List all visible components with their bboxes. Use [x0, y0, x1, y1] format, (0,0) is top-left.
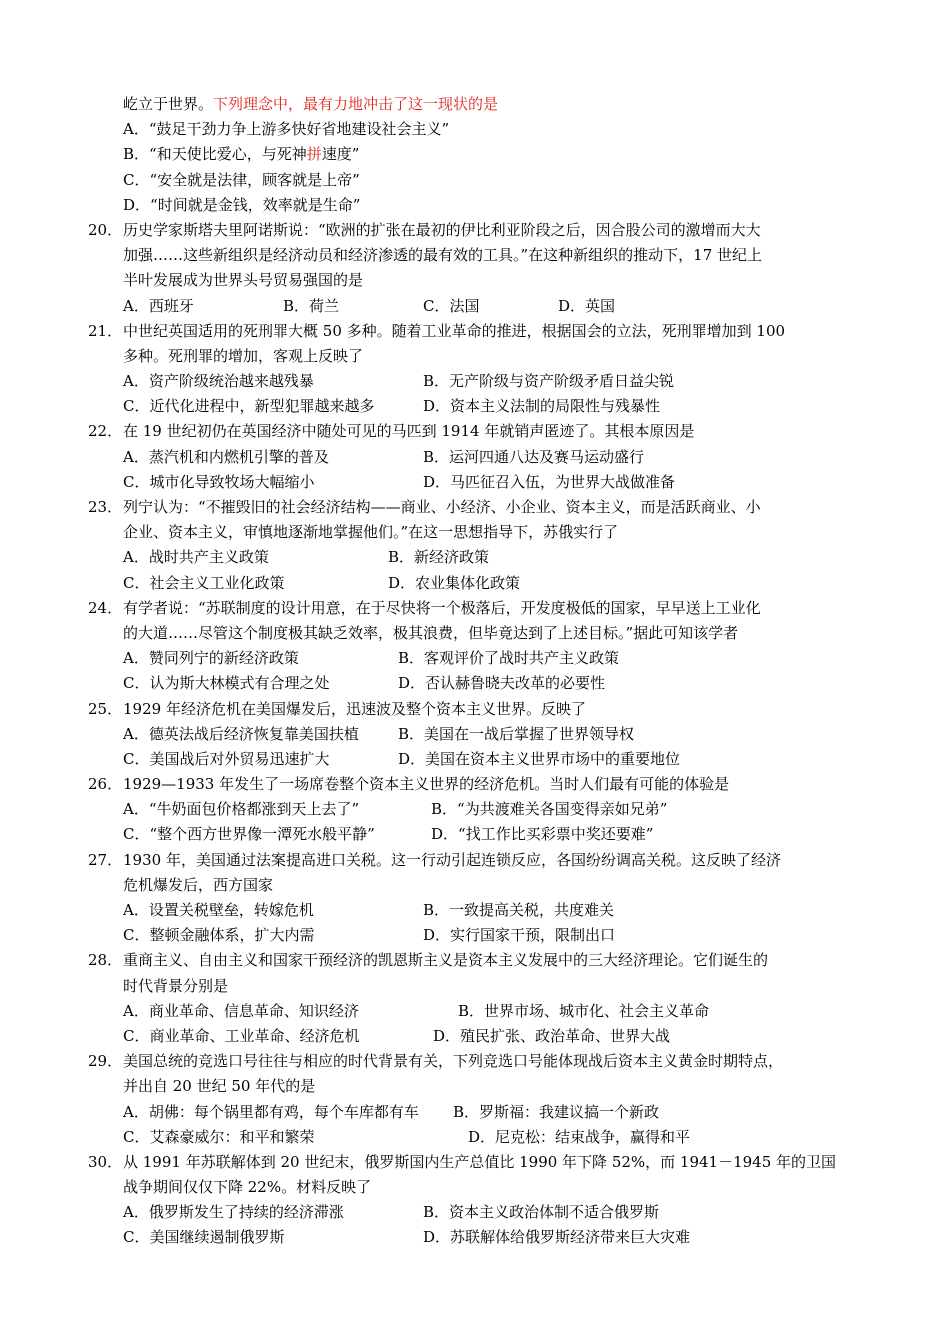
question-text: 从 1991 年苏联解体到 20 世纪末，俄罗斯国内生产总值比 1990 年下降 52%，而 1941－1945 年的卫国 [123, 1152, 837, 1171]
q20-stem-line2: 加强……这些新组织是经济动员和经济渗透的最有效的工具。”在这种新组织的推动下，17 世纪上 [123, 246, 763, 265]
question-text: 美国总统的竞选口号往往与相应的时代背景有关，下列竞选口号能体现战后资本主义黄金时期特点， [123, 1052, 784, 1071]
q25-options-ab [88, 722, 868, 747]
q28-option-a: A．商业革命、信息革命、知识经济 [123, 1001, 359, 1020]
question-number: 29． [88, 1052, 123, 1071]
q24-options-ab [88, 646, 868, 671]
q28-option-c: C．商业革命、工业革命、经济危机 [123, 1026, 360, 1045]
option-text: 速度” [321, 145, 360, 164]
q30-stem-line2: 战争期间仅仅下降 22%。材料反映了 [123, 1178, 372, 1197]
q25-options-cd [88, 747, 868, 772]
q24-option-c: C．认为斯大林模式有合理之处 [123, 674, 330, 693]
q26-option-c: C．“整个西方世界像一潭死水般平静” [123, 825, 375, 844]
q25-stem [88, 697, 868, 722]
q27-options-cd [88, 923, 868, 948]
q21-stem [88, 319, 868, 344]
q22-stem [88, 419, 868, 444]
q28-stem [88, 948, 868, 973]
q22-option-c: C．城市化导致牧场大幅缩小 [123, 472, 315, 491]
q27-stem-line2: 危机爆发后，西方国家 [123, 875, 274, 894]
q23-stem-line2: 企业、资本主义，审慎地逐渐地掌握他们。”在这一思想指导下，苏俄实行了 [123, 523, 619, 542]
q29-options-ab [88, 1100, 868, 1125]
q24-option-b: B．客观评价了战时共产主义政策 [398, 649, 620, 668]
q29-option-b: B．罗斯福：我建议搞一个新政 [453, 1102, 660, 1121]
q26-stem [88, 772, 868, 797]
question-number: 20． [88, 220, 123, 239]
question-text: 重商主义、自由主义和国家干预经济的凯恩斯主义是资本主义发展中的三大经济理论。它们诞生的 [123, 951, 769, 970]
question-text: 1930 年，美国通过法案提高进口关税。这一行动引起连锁反应，各国纷纷调高关税。这反映了经济 [123, 850, 781, 869]
q28-option-d: D．殖民扩张、政治革命、世界大战 [433, 1026, 671, 1045]
q25-option-c: C．美国战后对外贸易迅速扩大 [123, 749, 330, 768]
q21-stem-line2: 多种。死刑罪的增加，客观上反映了 [123, 346, 364, 365]
question-number: 23． [88, 498, 123, 516]
q19-option-b [88, 142, 868, 167]
exam-page [88, 92, 868, 1251]
q26-option-d: D．“找工作比买彩票中奖还要难” [431, 825, 654, 844]
q24-stem-line2: 的大道……尽管这个制度极其缺乏效率，极其浪费，但毕竟达到了上述目标。”据此可知该学者 [123, 623, 739, 642]
q28-stem-line2: 时代背景分别是 [123, 976, 229, 995]
q20-option-c: C．法国 [423, 296, 480, 315]
q19-stem-text: 屹立于世界。 [123, 95, 214, 113]
q23-option-d: D．农业集体化政策 [388, 573, 521, 592]
q22-option-d: D．马匹征召入伍，为世界大战做准备 [423, 472, 676, 491]
q19-stem-highlight: 下列理念中，最有力地冲击了这一现状的是 [213, 95, 499, 113]
q20-options [88, 294, 868, 319]
q30-option-d: D．苏联解体给俄罗斯经济带来巨大灾难 [423, 1228, 691, 1247]
q27-option-d: D．实行国家干预，限制出口 [423, 926, 616, 945]
q21-options-ab [88, 369, 868, 394]
q29-option-a: A．胡佛：每个锅里都有鸡，每个车库都有车 [123, 1102, 419, 1121]
q25-option-b: B．美国在一战后掌握了世界领导权 [398, 724, 635, 743]
q29-option-c: C．艾森豪威尔：和平和繁荣 [123, 1127, 315, 1146]
q29-options-cd [88, 1125, 868, 1150]
q26-option-a: A．“牛奶面包价格都涨到天上去了” [123, 800, 360, 819]
q23-options-ab [88, 545, 868, 570]
option-text: A．“鼓足干劲力争上游多快好省地建设社会主义” [123, 120, 450, 139]
option-text: D．“时间就是金钱，效率就是生命” [123, 195, 361, 214]
q26-options-ab [88, 797, 868, 822]
q25-option-d: D．美国在资本主义世界市场中的重要地位 [398, 749, 681, 768]
q28-options-ab [88, 999, 868, 1024]
q24-option-a: A．赞同列宁的新经济政策 [123, 649, 299, 668]
q26-option-b: B．“为共渡难关各国变得亲如兄弟” [431, 800, 668, 819]
q30-stem [88, 1150, 868, 1175]
question-number: 27． [88, 850, 123, 869]
question-text: 有学者说：“苏联制度的设计用意，在于尽快将一个极落后，开发度极低的国家，早早送上工业化 [123, 598, 761, 617]
q20-stem-line3: 半叶发展成为世界头号贸易强国的是 [123, 271, 364, 290]
option-highlight: 拼 [306, 145, 322, 164]
q29-stem-line2: 并出自 20 世纪 50 年代的是 [123, 1077, 316, 1096]
q23-option-c: C．社会主义工业化政策 [123, 573, 285, 592]
q24-options-cd [88, 671, 868, 696]
question-number: 21． [88, 321, 123, 340]
option-text: C．“安全就是法律，顾客就是上帝” [123, 170, 360, 189]
question-number: 24． [88, 598, 123, 617]
q19-option-d [88, 193, 868, 218]
q23-stem [88, 495, 868, 520]
q23-option-b: B．新经济政策 [388, 548, 490, 567]
q22-options-ab [88, 445, 868, 470]
q22-option-a: A．蒸汽机和内燃机引擎的普及 [123, 447, 329, 466]
q29-stem [88, 1049, 868, 1074]
q21-option-b: B．无产阶级与资产阶级矛盾日益尖锐 [423, 372, 675, 391]
q20-option-d: D．英国 [558, 296, 616, 315]
q30-option-c: C．美国继续遏制俄罗斯 [123, 1228, 285, 1247]
q25-option-a: A．德英法战后经济恢复靠美国扶植 [123, 724, 359, 743]
q28-options-cd [88, 1024, 868, 1049]
q27-option-b: B．一致提高关税，共度难关 [423, 901, 615, 919]
q19-option-c [88, 168, 868, 193]
q27-option-a: A．设置关税壁垒，转嫁危机 [123, 901, 314, 919]
q26-options-cd [88, 822, 868, 847]
q30-option-a: A．俄罗斯发生了持续的经济滞涨 [123, 1203, 344, 1222]
q23-options-cd [88, 571, 868, 596]
q27-stem [88, 848, 868, 873]
q29-option-d: D．尼克松：结束战争，赢得和平 [468, 1127, 691, 1146]
question-number: 26． [88, 775, 123, 794]
q30-options-cd [88, 1225, 868, 1250]
q23-option-a: A．战时共产主义政策 [123, 548, 269, 567]
q27-options-ab [88, 898, 868, 923]
question-text: 历史学家斯塔夫里阿诺斯说：“欧洲的扩张在最初的伊比利亚阶段之后，因合股公司的激增而大大 [123, 220, 761, 239]
q19-option-a [88, 117, 868, 142]
q19-stem [88, 92, 868, 117]
question-number: 28． [88, 951, 123, 970]
q21-option-a: A．资产阶级统治越来越残暴 [123, 372, 314, 391]
question-text: 1929 年经济危机在美国爆发后，迅速波及整个资本主义世界。反映了 [123, 699, 586, 718]
option-text: B．“和天使比爱心，与死神 [123, 145, 307, 164]
q20-option-b: B．荷兰 [283, 296, 340, 315]
q20-option-a: A．西班牙 [123, 296, 194, 315]
q22-option-b: B．运河四通八达及赛马运动盛行 [423, 447, 645, 466]
q20-stem [88, 218, 868, 243]
question-text: 在 19 世纪初仍在英国经济中随处可见的马匹到 1914 年就销声匿迹了。其根本原因是 [123, 422, 695, 441]
q21-option-c: C．近代化进程中，新型犯罪越来越多 [123, 397, 375, 416]
question-text: 列宁认为：“不摧毁旧的社会经济结构——商业、小经济、小企业、资本主义，而是活跃商业、小 [123, 498, 761, 516]
question-text: 1929—1933 年发生了一场席卷整个资本主义世界的经济危机。当时人们最有可能的体验是 [123, 775, 730, 794]
question-number: 30． [88, 1152, 123, 1171]
q21-option-d: D．资本主义法制的局限性与残暴性 [423, 397, 661, 416]
question-number: 25． [88, 699, 123, 718]
q30-options-ab [88, 1200, 868, 1225]
q22-options-cd [88, 470, 868, 495]
q27-option-c: C．整顿金融体系，扩大内需 [123, 926, 315, 945]
q28-option-b: B．世界市场、城市化、社会主义革命 [458, 1001, 710, 1020]
q30-option-b: B．资本主义政治体制不适合俄罗斯 [423, 1203, 660, 1222]
q24-option-d: D．否认赫鲁晓夫改革的必要性 [398, 674, 606, 693]
question-text: 中世纪英国适用的死刑罪大概 50 多种。随着工业革命的推进，根据国会的立法，死刑罪增加到 100 [123, 321, 786, 340]
q21-options-cd [88, 394, 868, 419]
question-number: 22． [88, 422, 123, 441]
q24-stem [88, 596, 868, 621]
